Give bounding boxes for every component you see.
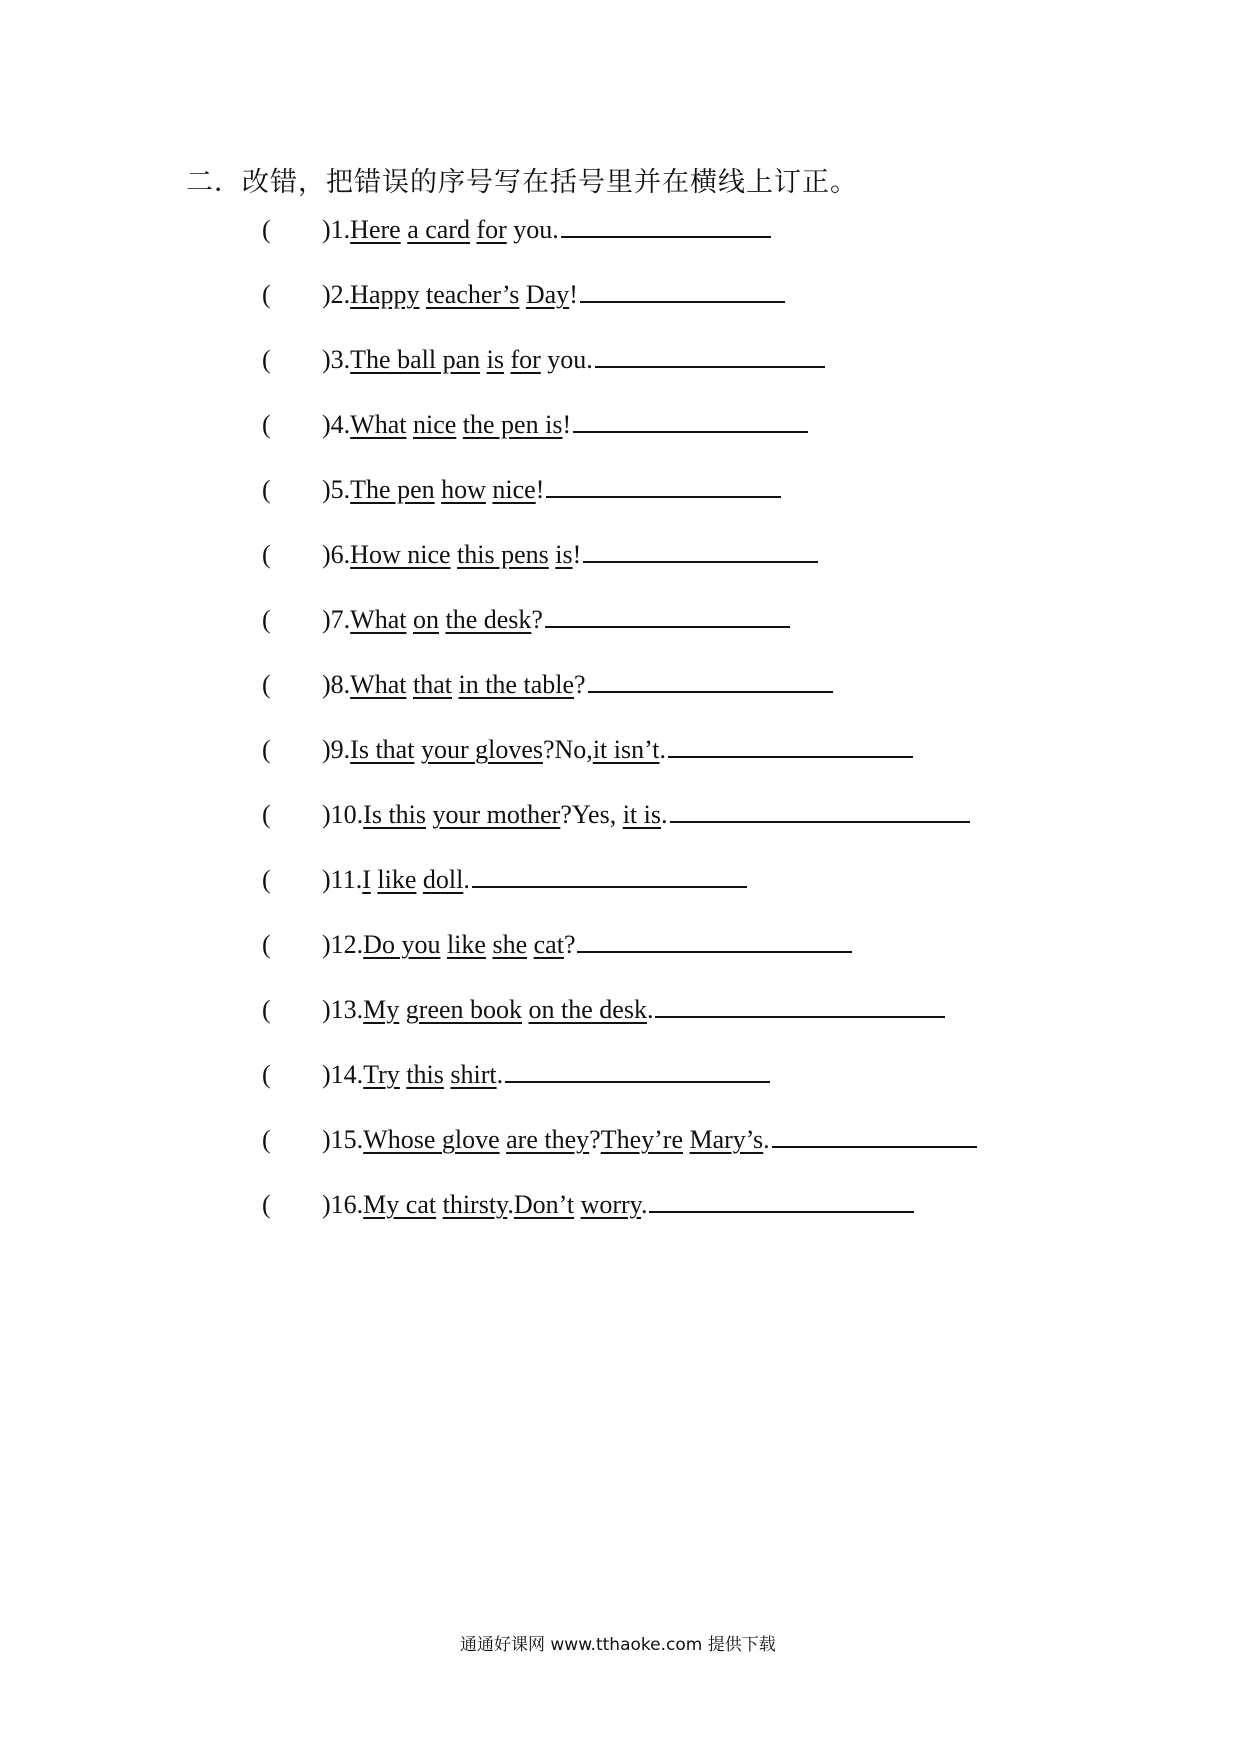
sentence-text: ?: [574, 670, 586, 699]
correction-blank[interactable]: [649, 1185, 914, 1213]
underlined-part: how: [441, 475, 486, 504]
sentence-text: .: [659, 735, 667, 764]
underlined-part: I: [362, 865, 371, 894]
correction-blank[interactable]: [577, 925, 852, 953]
correction-blank[interactable]: [472, 860, 747, 888]
answer-bracket-close: ): [322, 475, 331, 504]
exercise-item: [262, 470, 781, 510]
answer-bracket-close: ): [322, 930, 331, 959]
underlined-part: like: [446, 930, 486, 959]
answer-bracket-open[interactable]: (: [262, 1190, 271, 1219]
item-sentence: [363, 1125, 769, 1154]
correction-blank[interactable]: [573, 405, 808, 433]
underlined-part: this pens: [457, 540, 549, 569]
correction-blank[interactable]: [561, 210, 771, 238]
exercise-item: [262, 730, 913, 770]
correction-blank[interactable]: [670, 795, 970, 823]
correction-blank[interactable]: [583, 535, 818, 563]
answer-bracket-close: ): [322, 735, 331, 764]
underlined-part: for: [476, 215, 507, 244]
underlined-part: Whose glove: [363, 1125, 500, 1154]
correction-blank[interactable]: [505, 1055, 770, 1083]
answer-bracket-close: ): [322, 410, 331, 439]
item-number: 14.: [330, 1060, 364, 1089]
underlined-part: green book: [405, 995, 523, 1024]
item-sentence: [350, 215, 559, 244]
item-number: 8.: [330, 670, 351, 699]
answer-bracket-open[interactable]: (: [262, 995, 271, 1024]
item-number: 12.: [330, 930, 364, 959]
sentence-text: .: [763, 1125, 770, 1154]
exercise-item: [262, 210, 771, 250]
answer-bracket-open[interactable]: (: [262, 1060, 271, 1089]
answer-bracket-close: ): [322, 215, 331, 244]
answer-bracket-open[interactable]: (: [262, 345, 271, 374]
item-number: 5.: [330, 475, 351, 504]
exercise-item: [262, 1185, 914, 1225]
correction-blank[interactable]: [655, 990, 945, 1018]
answer-bracket-open[interactable]: (: [262, 670, 271, 699]
item-sentence: [350, 540, 581, 569]
answer-bracket-close: ): [322, 800, 331, 829]
exercise-item: [262, 795, 970, 835]
sentence-text: .: [646, 995, 654, 1024]
sentence-text: .: [496, 1060, 504, 1089]
correction-blank[interactable]: [772, 1120, 977, 1148]
answer-bracket-close: ): [322, 345, 331, 374]
answer-bracket-open[interactable]: (: [262, 475, 271, 504]
answer-bracket-close: ): [322, 865, 331, 894]
exercise-heading: 二．改错，把错误的序号写在括号里并在横线上订正。: [186, 167, 858, 198]
exercise-item: [262, 665, 833, 705]
answer-bracket-open[interactable]: (: [262, 605, 271, 634]
underlined-part: The ball pan: [350, 345, 481, 374]
item-sentence: [350, 475, 544, 504]
item-sentence: [350, 670, 585, 699]
answer-bracket-close: ): [322, 1060, 331, 1089]
underlined-part: worry: [580, 1190, 641, 1219]
underlined-part: is: [555, 540, 573, 569]
underlined-part: on: [412, 605, 439, 634]
item-number: 11.: [330, 865, 363, 894]
correction-blank[interactable]: [545, 600, 790, 628]
underlined-part: a card: [407, 215, 470, 244]
underlined-part: How nice: [350, 540, 451, 569]
answer-bracket-close: ): [322, 995, 331, 1024]
answer-bracket-open[interactable]: (: [262, 865, 271, 894]
item-number: 9.: [330, 735, 351, 764]
answer-bracket-open[interactable]: (: [262, 410, 271, 439]
correction-blank[interactable]: [668, 730, 913, 758]
underlined-part: is: [486, 345, 504, 374]
underlined-part: this: [406, 1060, 444, 1089]
underlined-part: your gloves: [420, 735, 543, 764]
underlined-part: Do you: [363, 930, 441, 959]
underlined-part: shirt: [450, 1060, 497, 1089]
exercise-item: [262, 600, 790, 640]
underlined-part: They’re: [600, 1125, 683, 1154]
sentence-text: .: [661, 800, 668, 829]
item-number: 15.: [330, 1125, 364, 1154]
underlined-part: doll: [422, 865, 464, 894]
item-number: 16.: [330, 1190, 364, 1219]
sentence-text: ?: [563, 930, 576, 959]
item-sentence: [350, 735, 666, 764]
sentence-text: ?Yes,: [560, 800, 623, 829]
item-sentence: [363, 995, 653, 1024]
answer-bracket-close: ): [322, 670, 331, 699]
sentence-text: !: [572, 540, 582, 569]
correction-blank[interactable]: [546, 470, 781, 498]
item-sentence: [350, 345, 593, 374]
underlined-part: nice: [412, 410, 457, 439]
sentence-text: .: [463, 865, 470, 894]
answer-bracket-close: ): [322, 605, 331, 634]
exercise-item: [262, 1055, 770, 1095]
underlined-part: the pen is: [462, 410, 563, 439]
exercise-item: [262, 925, 852, 965]
underlined-part: Is this: [363, 800, 427, 829]
exercise-item: [262, 1120, 977, 1160]
underlined-part: Try: [363, 1060, 400, 1089]
correction-blank[interactable]: [595, 340, 825, 368]
underlined-part: Mary’s: [689, 1125, 764, 1154]
answer-bracket-open[interactable]: (: [262, 930, 271, 959]
underlined-part: Day: [525, 280, 570, 309]
underlined-part: that: [412, 670, 452, 699]
underlined-part: nice: [492, 475, 536, 504]
underlined-part: the desk: [445, 605, 532, 634]
sentence-text: ?: [531, 605, 543, 634]
exercise-item: [262, 405, 808, 445]
sentence-text: .: [640, 1190, 648, 1219]
sentence-text: you.: [506, 215, 559, 244]
underlined-part: are they: [506, 1125, 590, 1154]
item-sentence: [350, 280, 578, 309]
sentence-text: .: [507, 1190, 514, 1219]
correction-blank[interactable]: [588, 665, 833, 693]
underlined-part: she: [492, 930, 528, 959]
item-number: 10.: [330, 800, 364, 829]
item-number: 13.: [330, 995, 364, 1024]
sentence-text: ?No,: [542, 735, 593, 764]
underlined-part: thirsty: [442, 1190, 508, 1219]
sentence-text: ?: [589, 1125, 601, 1154]
underlined-part: What: [350, 670, 407, 699]
item-number: 7.: [330, 605, 351, 634]
item-sentence: [363, 800, 667, 829]
item-sentence: [350, 605, 543, 634]
item-number: 1.: [330, 215, 351, 244]
underlined-part: Is that: [350, 735, 415, 764]
underlined-part: Happy: [350, 280, 420, 309]
exercise-item: [262, 340, 825, 380]
item-number: 4.: [330, 410, 351, 439]
sentence-text: you.: [540, 345, 593, 374]
underlined-part: teacher’s: [426, 280, 520, 309]
underlined-part: The pen: [350, 475, 435, 504]
underlined-part: My: [363, 995, 400, 1024]
item-sentence: [363, 930, 575, 959]
answer-bracket-open[interactable]: (: [262, 540, 271, 569]
underlined-part: Don’t: [513, 1190, 575, 1219]
underlined-part: like: [377, 865, 417, 894]
underlined-part: on the desk: [528, 995, 647, 1024]
item-number: 6.: [330, 540, 351, 569]
underlined-part: What: [350, 410, 407, 439]
exercise-item: [262, 275, 785, 315]
underlined-part: for: [510, 345, 541, 374]
underlined-part: Here: [350, 215, 401, 244]
answer-bracket-open[interactable]: (: [262, 215, 271, 244]
item-number: 3.: [330, 345, 351, 374]
answer-bracket-open[interactable]: (: [262, 280, 271, 309]
answer-bracket-close: ): [322, 1125, 331, 1154]
answer-bracket-close: ): [322, 1190, 331, 1219]
underlined-part: in the table: [458, 670, 574, 699]
sentence-text: !: [535, 475, 545, 504]
answer-bracket-open[interactable]: (: [262, 800, 271, 829]
item-sentence: [350, 410, 571, 439]
item-sentence: [363, 1190, 647, 1219]
answer-bracket-open[interactable]: (: [262, 735, 271, 764]
exercise-item: [262, 535, 818, 575]
sentence-text: !: [562, 410, 572, 439]
sentence-text: !: [569, 280, 578, 309]
underlined-part: it is: [622, 800, 661, 829]
correction-blank[interactable]: [580, 275, 785, 303]
item-sentence: [362, 865, 470, 894]
exercise-item: [262, 860, 747, 900]
footer-credit: 通通好课网 www.tthaoke.com 提供下载: [460, 1635, 776, 1655]
underlined-part: cat: [533, 930, 564, 959]
answer-bracket-close: ): [322, 540, 331, 569]
exercise-item: [262, 990, 945, 1030]
underlined-part: your mother: [432, 800, 561, 829]
underlined-part: What: [350, 605, 407, 634]
answer-bracket-open[interactable]: (: [262, 1125, 271, 1154]
item-sentence: [363, 1060, 503, 1089]
answer-bracket-close: ): [322, 280, 331, 309]
underlined-part: My cat: [363, 1190, 437, 1219]
underlined-part: it isn’t: [592, 735, 660, 764]
item-number: 2.: [330, 280, 351, 309]
